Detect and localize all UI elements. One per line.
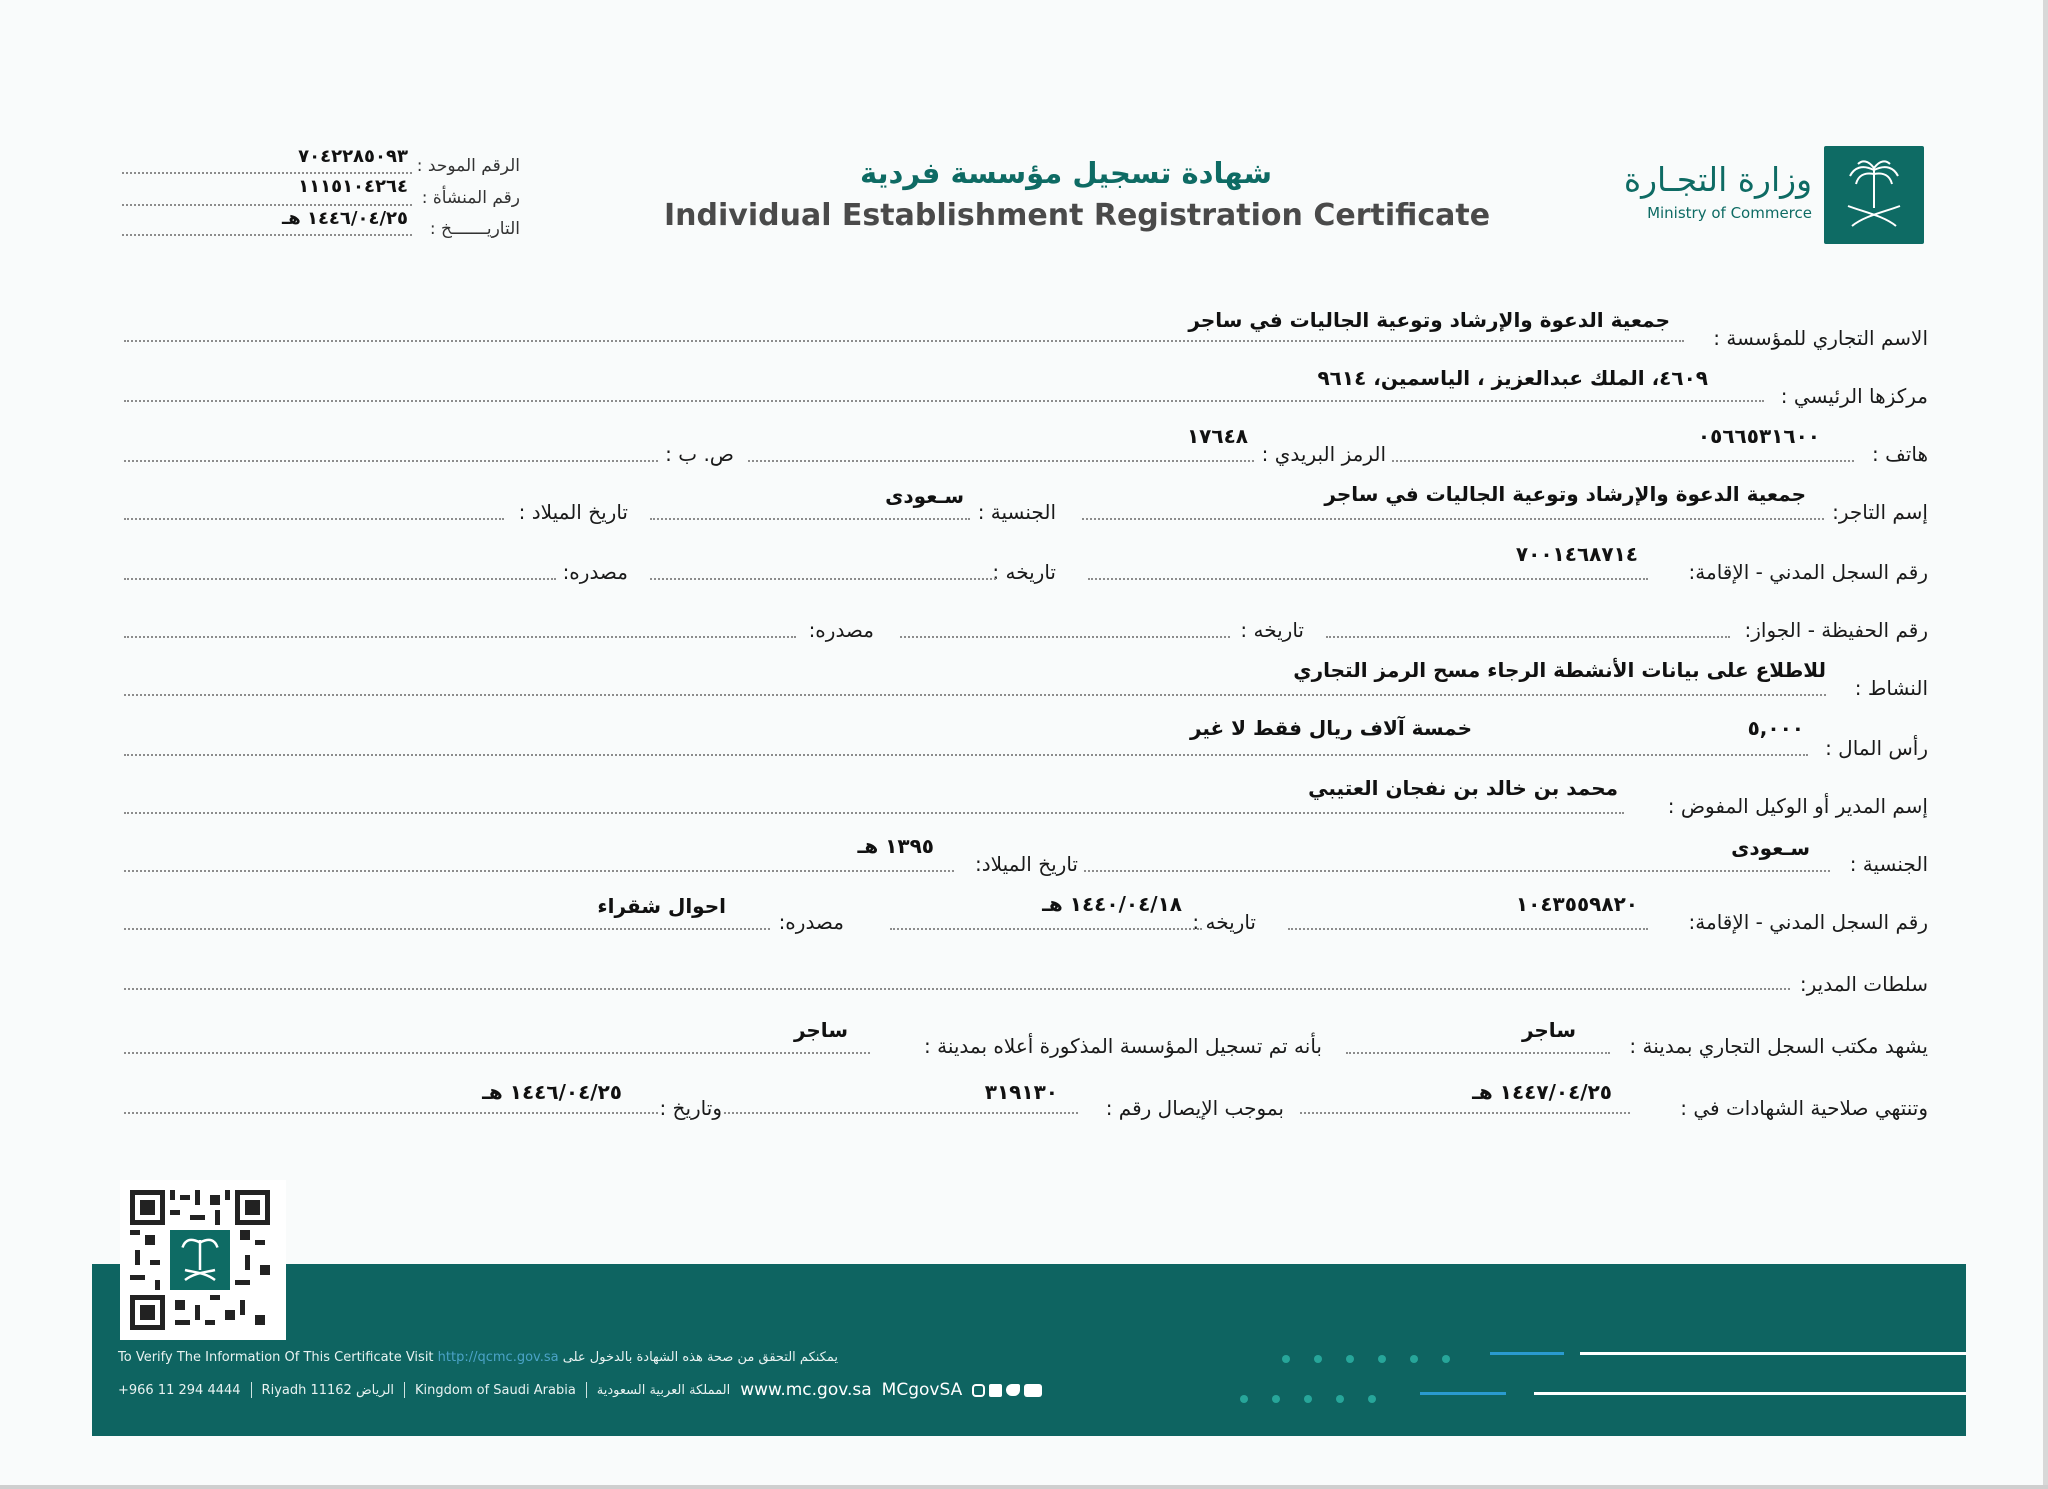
registered-label: بأنه تم تسجيل المؤسسة المذكورة أعلاه بمدينة : bbox=[924, 1034, 1322, 1058]
trade-name: جمعية الدعوة والإرشاد وتوعية الجاليات في ساجر bbox=[1188, 308, 1670, 332]
hq-address: ٤٦٠٩، الملك عبدالعزيز ، الياسمين، ٩٦١٤ bbox=[1317, 366, 1708, 390]
issue-date: ١٤٤٦/٠٤/٢٥ هـ bbox=[282, 208, 408, 229]
registered-city: ساجر bbox=[793, 1018, 848, 1042]
dotted-line bbox=[124, 870, 954, 872]
dotted-line bbox=[650, 578, 996, 580]
merchant-label: إسم التاجر: bbox=[1832, 500, 1928, 524]
manager-civil-date-label: تاريخه : bbox=[1192, 910, 1256, 934]
dotted-line bbox=[1084, 870, 1830, 872]
dotted-line bbox=[650, 518, 970, 520]
dotted-line bbox=[124, 518, 504, 520]
expiry-label: وتنتهي صلاحية الشهادات في : bbox=[1680, 1096, 1928, 1120]
divider bbox=[404, 1382, 405, 1398]
office-label: يشهد مكتب السجل التجاري بمدينة : bbox=[1629, 1034, 1928, 1058]
dotted-line bbox=[1326, 636, 1730, 638]
ministry-name-ar: وزارة التجـارة bbox=[1623, 160, 1812, 199]
manager-civil-id-label: رقم السجل المدني - الإقامة: bbox=[1688, 910, 1928, 934]
decorative-dots bbox=[1240, 1388, 1400, 1407]
dotted-line bbox=[124, 754, 1808, 756]
dotted-line bbox=[124, 460, 658, 462]
unified-number-label: الرقم الموحد : bbox=[416, 156, 520, 176]
twitter-icon[interactable] bbox=[1006, 1384, 1020, 1396]
manager-source-label: مصدره: bbox=[778, 910, 844, 934]
manager-nationality: سـعودى bbox=[1731, 836, 1810, 860]
passport-date-label: تاريخه : bbox=[1240, 618, 1304, 642]
dotted-line bbox=[124, 812, 1624, 814]
dotted-line bbox=[124, 928, 770, 930]
date-label: التاريـــــــخ : bbox=[429, 219, 520, 239]
dotted-line bbox=[124, 988, 1790, 990]
manager-nationality-label: الجنسية : bbox=[1849, 852, 1928, 876]
page-edge bbox=[0, 1485, 2048, 1489]
instagram-icon[interactable] bbox=[972, 1384, 985, 1397]
capital-words: خمسة آلاف ريال فقط لا غير bbox=[1189, 716, 1472, 740]
dotted-line bbox=[124, 694, 1826, 696]
dotted-line bbox=[124, 340, 1684, 342]
footer-kingdom-en: Kingdom of Saudi Arabia bbox=[415, 1382, 576, 1398]
decorative-stripe bbox=[1580, 1352, 1966, 1355]
trade-name-label: الاسم التجاري للمؤسسة : bbox=[1713, 326, 1928, 350]
verify-link[interactable]: http://qcmc.gov.sa bbox=[437, 1350, 559, 1365]
civil-id: ٧٠٠١٤٦٨٧١٤ bbox=[1515, 542, 1638, 566]
divider bbox=[251, 1382, 252, 1398]
facebook-icon[interactable] bbox=[989, 1384, 1002, 1397]
manager-civil-date: ١٤٤٠/٠٤/١٨ هـ bbox=[1042, 892, 1182, 916]
dotted-line bbox=[1082, 518, 1824, 520]
civil-id-label: رقم السجل المدني - الإقامة: bbox=[1688, 560, 1928, 584]
office-city: ساجر bbox=[1521, 1018, 1576, 1042]
issue-date-value: ١٤٤٦/٠٤/٢٥ هـ bbox=[482, 1080, 622, 1104]
manager-powers-label: سلطات المدير: bbox=[1799, 972, 1928, 996]
verify-text-ar: يمكنكم التحقق من صحة هذه الشهادة بالدخول على bbox=[562, 1350, 838, 1365]
dotted-line bbox=[1392, 460, 1854, 462]
manager-label: إسم المدير أو الوكيل المفوض : bbox=[1667, 794, 1928, 818]
dotted-line bbox=[122, 204, 412, 206]
activity-label: النشاط : bbox=[1854, 676, 1928, 700]
postal-code-label: الرمز البريدي : bbox=[1261, 442, 1386, 466]
dotted-line bbox=[1088, 578, 1648, 580]
nationality: سـعودى bbox=[885, 484, 964, 508]
divider bbox=[586, 1382, 587, 1398]
social-icons bbox=[972, 1384, 1042, 1397]
footer-kingdom-ar: المملكة العربية السعودية bbox=[596, 1382, 731, 1398]
manager-birth: ١٣٩٥ هـ bbox=[857, 834, 934, 858]
dotted-line bbox=[122, 234, 412, 236]
civil-source-label: مصدره: bbox=[562, 560, 628, 584]
decorative-stripe bbox=[1534, 1392, 1966, 1395]
postal-code: ١٧٦٤٨ bbox=[1186, 424, 1248, 448]
phone: ٠٥٦٦٥٣١٦٠٠ bbox=[1697, 424, 1820, 448]
dotted-line bbox=[890, 928, 1202, 930]
pobox-label: ص. ب : bbox=[665, 442, 734, 466]
dotted-line bbox=[1288, 928, 1648, 930]
passport-label: رقم الحفيظة - الجواز: bbox=[1744, 618, 1928, 642]
dotted-line bbox=[1300, 1112, 1630, 1114]
page-edge bbox=[2043, 0, 2048, 1489]
dotted-line bbox=[124, 578, 556, 580]
certificate-title-en: Individual Establishment Registration Certificate bbox=[664, 198, 1491, 233]
dotted-line bbox=[124, 1112, 658, 1114]
expiry-date: ١٤٤٧/٠٤/٢٥ هـ bbox=[1472, 1080, 1612, 1104]
receipt-label: بموجب الإيصال رقم : bbox=[1105, 1096, 1284, 1120]
dotted-line bbox=[124, 1052, 870, 1054]
verify-text-en: To Verify The Information Of This Certificate Visit bbox=[118, 1350, 434, 1365]
footer-phone: +966 11 294 4444 bbox=[118, 1382, 241, 1398]
manager-birth-label: تاريخ الميلاد: bbox=[975, 852, 1078, 876]
decorative-stripe bbox=[1420, 1392, 1506, 1395]
dotted-line bbox=[124, 400, 1764, 402]
issue-date-label: وتاريخ : bbox=[659, 1096, 722, 1120]
dotted-line bbox=[122, 172, 412, 174]
manager-name: محمد بن خالد بن نفجان العتيبي bbox=[1308, 776, 1618, 800]
ministry-name-en: Ministry of Commerce bbox=[1647, 204, 1812, 222]
manager-civil-id: ١٠٤٣٥٥٩٨٢٠ bbox=[1515, 892, 1638, 916]
dotted-line bbox=[1346, 1052, 1610, 1054]
ministry-emblem-icon bbox=[1824, 146, 1924, 244]
activity: للاطلاع على بيانات الأنشطة الرجاء مسح الرمز التجاري bbox=[1293, 658, 1826, 682]
receipt-number: ٣١٩١٣٠ bbox=[984, 1080, 1058, 1104]
establishment-number: ١١١٥١٠٤٢٦٤ bbox=[298, 176, 408, 197]
qr-code-icon bbox=[130, 1190, 270, 1330]
nationality-label: الجنسية : bbox=[977, 500, 1056, 524]
footer-handle[interactable]: MCgovSA bbox=[881, 1380, 963, 1400]
decorative-stripe bbox=[1490, 1352, 1564, 1355]
civil-date-label: تاريخه : bbox=[992, 560, 1056, 584]
phone-label: هاتف : bbox=[1871, 442, 1928, 466]
youtube-icon[interactable] bbox=[1024, 1384, 1042, 1397]
capital-amount: ٥,٠٠٠ bbox=[1747, 716, 1804, 740]
dotted-line bbox=[748, 460, 1254, 462]
manager-source: احوال شقراء bbox=[597, 894, 726, 918]
merchant-name: جمعية الدعوة والإرشاد وتوعية الجاليات في ساجر bbox=[1324, 482, 1806, 506]
certificate-title-ar: شهادة تسجيل مؤسسة فردية bbox=[860, 156, 1273, 190]
dotted-line bbox=[724, 1112, 1078, 1114]
unified-number: ٧٠٤٢٢٨٥٠٩٣ bbox=[298, 146, 408, 167]
footer-city: Riyadh 11162 الرياض bbox=[261, 1382, 395, 1398]
passport-source-label: مصدره: bbox=[808, 618, 874, 642]
birthdate-label: تاريخ الميلاد : bbox=[518, 500, 628, 524]
dotted-line bbox=[124, 636, 796, 638]
decorative-dots bbox=[1282, 1348, 1474, 1367]
verification-qr-code[interactable] bbox=[120, 1180, 286, 1340]
dotted-line bbox=[900, 636, 1230, 638]
hq-label: مركزها الرئيسي : bbox=[1780, 384, 1928, 408]
capital-label: رأس المال : bbox=[1825, 736, 1928, 760]
footer-website[interactable]: www.mc.gov.sa bbox=[740, 1380, 872, 1400]
establishment-number-label: رقم المنشأة : bbox=[421, 188, 520, 208]
